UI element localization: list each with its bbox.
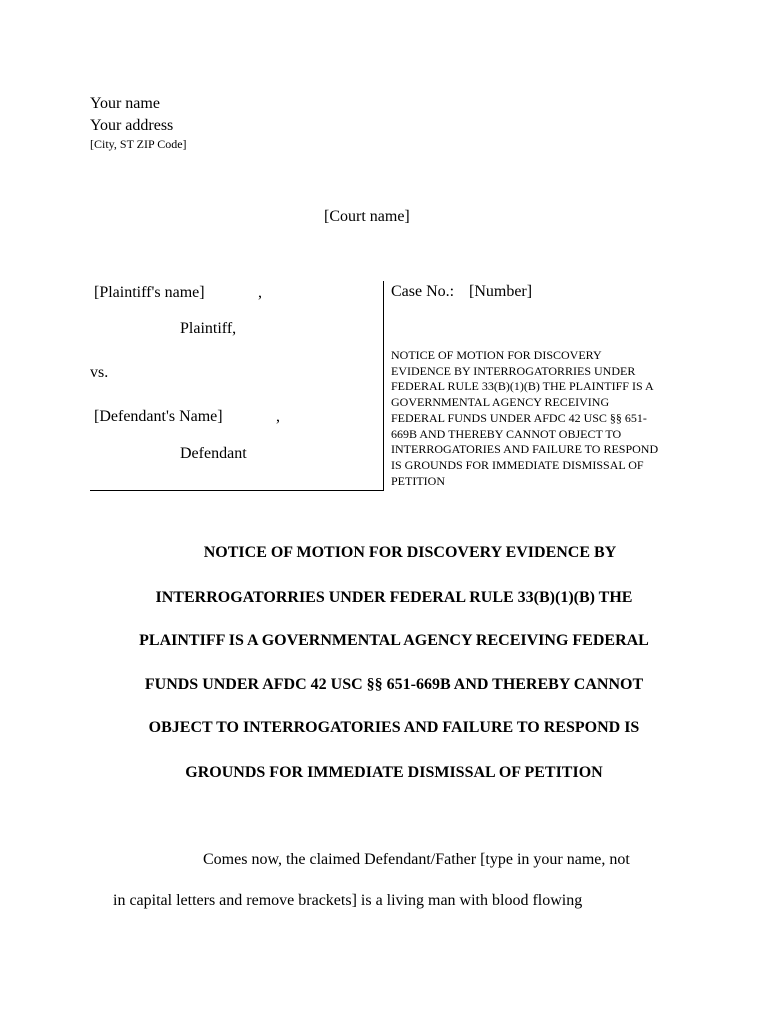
caption-divider-horizontal [90, 490, 384, 491]
caption-title-line: 669B AND THEREBY CANNOT OBJECT TO [391, 426, 622, 441]
case-no-value: [Number] [469, 283, 533, 300]
motion-heading-line: NOTICE OF MOTION FOR DISCOVERY EVIDENCE BY [203, 544, 617, 561]
city-zip: [City, ST ZIP Code] [90, 137, 187, 151]
caption-title-line: NOTICE OF MOTION FOR DISCOVERY [391, 348, 602, 362]
motion-heading-line: INTERROGATORRIES UNDER FEDERAL RULE 33(B)(1)(B) THE [155, 589, 633, 606]
versus-label: vs. [90, 364, 109, 381]
caption-title-line: INTERROGATORIES AND FAILURE TO RESPOND [391, 442, 659, 457]
caption-title-line: GOVERNMENTAL AGENCY RECEIVING [391, 395, 610, 410]
case-no-label: Case No.: [391, 283, 455, 300]
caption-title-line: PETITION [391, 473, 445, 488]
defendant-name: [Defendant's Name] [94, 408, 223, 425]
defendant-label: Defendant [180, 445, 247, 462]
motion-heading-line: PLAINTIFF IS A GOVERNMENTAL AGENCY RECEIVING FEDERAL [139, 632, 649, 649]
court-name: [Court name] [324, 208, 410, 225]
motion-heading-line: FUNDS UNDER AFDC 42 USC §§ 651-669B AND THEREBY CANNOT [144, 676, 644, 693]
plaintiff-name: [Plaintiff's name] [94, 284, 205, 301]
plaintiff-comma: , [258, 284, 262, 301]
caption-divider-vertical [383, 281, 384, 491]
motion-heading-line: OBJECT TO INTERROGATORIES AND FAILURE TO RESPOND IS [148, 719, 640, 736]
motion-heading-line: GROUNDS FOR IMMEDIATE DISMISSAL OF PETITION [185, 764, 603, 781]
plaintiff-label: Plaintiff, [180, 320, 237, 337]
your-address: Your address [90, 117, 174, 134]
body-paragraph-line: Comes now, the claimed Defendant/Father [type in your name, not [203, 851, 630, 868]
caption-title-line: FEDERAL FUNDS UNDER AFDC 42 USC §§ 651- [391, 410, 647, 425]
caption-title [391, 348, 691, 489]
caption-title-line: EVIDENCE BY INTERROGATORRIES UNDER [391, 363, 636, 378]
caption-title-line: FEDERAL RULE 33(B)(1)(B) THE PLAINTIFF IS A [391, 379, 654, 394]
your-name: Your name [90, 95, 160, 112]
defendant-comma: , [276, 408, 280, 425]
body-paragraph-line: in capital letters and remove brackets] is a living man with blood flowing [113, 892, 583, 909]
caption-title-line: IS GROUNDS FOR IMMEDIATE DISMISSAL OF [391, 457, 644, 472]
